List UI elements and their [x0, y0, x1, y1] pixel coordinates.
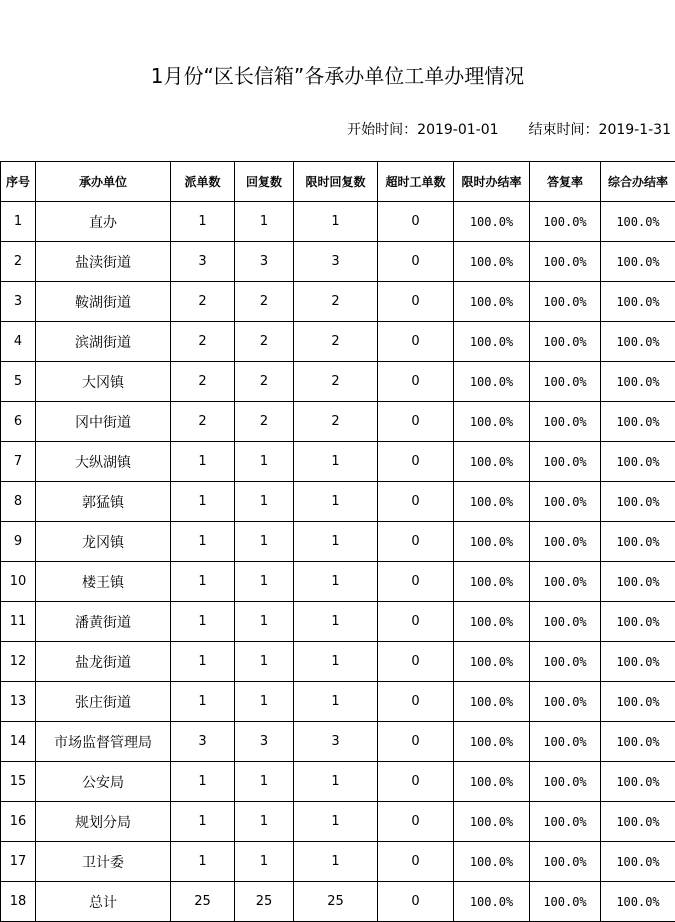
- cell-reply-rate: 100.0%: [530, 362, 601, 402]
- cell-timely-completion-rate: 100.0%: [454, 322, 530, 362]
- cell-timely-completion-rate: 100.0%: [454, 842, 530, 882]
- cell-dispatched: 2: [171, 362, 235, 402]
- cell-overall-completion-rate: 100.0%: [601, 562, 675, 602]
- table-row: [1, 442, 675, 482]
- cell-reply-rate: 100.0%: [530, 562, 601, 602]
- cell-dispatched: 1: [171, 842, 235, 882]
- cell-timely-replied: 1: [294, 762, 378, 802]
- table-row: [1, 722, 675, 762]
- cell-replied: 1: [235, 842, 294, 882]
- cell-replied: 1: [235, 202, 294, 242]
- cell-overdue: 0: [378, 522, 454, 562]
- cell-overdue: 0: [378, 362, 454, 402]
- cell-timely-replied: 1: [294, 682, 378, 722]
- cell-overdue: 0: [378, 882, 454, 922]
- cell-reply-rate: 100.0%: [530, 482, 601, 522]
- cell-overdue: 0: [378, 402, 454, 442]
- cell-unit: 卫计委: [36, 842, 171, 882]
- cell-unit: 龙冈镇: [36, 522, 171, 562]
- cell-index: 15: [1, 762, 36, 802]
- cell-timely-completion-rate: 100.0%: [454, 242, 530, 282]
- cell-index: 17: [1, 842, 36, 882]
- cell-timely-replied: 1: [294, 802, 378, 842]
- cell-timely-completion-rate: 100.0%: [454, 202, 530, 242]
- table-row: [1, 602, 675, 642]
- cell-reply-rate: 100.0%: [530, 282, 601, 322]
- cell-dispatched: 1: [171, 482, 235, 522]
- cell-reply-rate: 100.0%: [530, 442, 601, 482]
- cell-dispatched: 1: [171, 802, 235, 842]
- cell-reply-rate: 100.0%: [530, 602, 601, 642]
- cell-index: 6: [1, 402, 36, 442]
- cell-index: 8: [1, 482, 36, 522]
- cell-dispatched: 1: [171, 642, 235, 682]
- end-time-value: 2019-1-31: [599, 122, 671, 138]
- cell-timely-completion-rate: 100.0%: [454, 722, 530, 762]
- cell-overdue: 0: [378, 842, 454, 882]
- cell-timely-completion-rate: 100.0%: [454, 522, 530, 562]
- cell-overdue: 0: [378, 722, 454, 762]
- cell-unit: 总计: [36, 882, 171, 922]
- cell-reply-rate: 100.0%: [530, 762, 601, 802]
- cell-unit: 公安局: [36, 762, 171, 802]
- cell-replied: 2: [235, 362, 294, 402]
- cell-timely-completion-rate: 100.0%: [454, 482, 530, 522]
- cell-dispatched: 25: [171, 882, 235, 922]
- cell-dispatched: 1: [171, 562, 235, 602]
- cell-unit: 冈中街道: [36, 402, 171, 442]
- cell-overall-completion-rate: 100.0%: [601, 602, 675, 642]
- cell-overdue: 0: [378, 762, 454, 802]
- cell-reply-rate: 100.0%: [530, 202, 601, 242]
- cell-overdue: 0: [378, 442, 454, 482]
- col-header-reply-rate: 答复率: [530, 162, 601, 202]
- cell-timely-replied: 3: [294, 242, 378, 282]
- cell-timely-replied: 1: [294, 842, 378, 882]
- cell-replied: 3: [235, 242, 294, 282]
- cell-overdue: 0: [378, 322, 454, 362]
- report-title: 1月份“区长信箱”各承办单位工单办理情况: [0, 62, 675, 90]
- cell-replied: 1: [235, 442, 294, 482]
- cell-unit: 直办: [36, 202, 171, 242]
- cell-replied: 1: [235, 562, 294, 602]
- cell-reply-rate: 100.0%: [530, 242, 601, 282]
- cell-overall-completion-rate: 100.0%: [601, 322, 675, 362]
- cell-index: 1: [1, 202, 36, 242]
- cell-replied: 1: [235, 522, 294, 562]
- table-row: [1, 762, 675, 802]
- table-row: [1, 842, 675, 882]
- cell-dispatched: 1: [171, 762, 235, 802]
- cell-dispatched: 1: [171, 202, 235, 242]
- cell-timely-completion-rate: 100.0%: [454, 682, 530, 722]
- cell-overdue: 0: [378, 242, 454, 282]
- cell-reply-rate: 100.0%: [530, 402, 601, 442]
- cell-replied: 1: [235, 602, 294, 642]
- cell-timely-replied: 1: [294, 562, 378, 602]
- cell-index: 18: [1, 882, 36, 922]
- table-row: [1, 402, 675, 442]
- cell-unit: 盐龙街道: [36, 642, 171, 682]
- cell-timely-replied: 2: [294, 362, 378, 402]
- cell-overall-completion-rate: 100.0%: [601, 842, 675, 882]
- cell-timely-completion-rate: 100.0%: [454, 362, 530, 402]
- cell-overall-completion-rate: 100.0%: [601, 882, 675, 922]
- cell-unit: 大冈镇: [36, 362, 171, 402]
- cell-dispatched: 2: [171, 282, 235, 322]
- table-row: [1, 562, 675, 602]
- cell-overall-completion-rate: 100.0%: [601, 802, 675, 842]
- cell-index: 11: [1, 602, 36, 642]
- cell-unit: 郭猛镇: [36, 482, 171, 522]
- cell-unit: 鞍湖街道: [36, 282, 171, 322]
- cell-reply-rate: 100.0%: [530, 322, 601, 362]
- cell-index: 12: [1, 642, 36, 682]
- cell-timely-completion-rate: 100.0%: [454, 802, 530, 842]
- cell-timely-replied: 3: [294, 722, 378, 762]
- cell-unit: 市场监督管理局: [36, 722, 171, 762]
- table-row: [1, 682, 675, 722]
- cell-timely-completion-rate: 100.0%: [454, 442, 530, 482]
- cell-timely-completion-rate: 100.0%: [454, 762, 530, 802]
- col-header-timely-completion-rate: 限时办结率: [454, 162, 530, 202]
- cell-index: 13: [1, 682, 36, 722]
- cell-timely-replied: 1: [294, 202, 378, 242]
- table-row: [1, 242, 675, 282]
- cell-overall-completion-rate: 100.0%: [601, 762, 675, 802]
- cell-timely-completion-rate: 100.0%: [454, 602, 530, 642]
- cell-overall-completion-rate: 100.0%: [601, 722, 675, 762]
- cell-overall-completion-rate: 100.0%: [601, 522, 675, 562]
- cell-dispatched: 2: [171, 402, 235, 442]
- cell-unit: 规划分局: [36, 802, 171, 842]
- cell-overdue: 0: [378, 682, 454, 722]
- cell-replied: 2: [235, 322, 294, 362]
- cell-unit: 楼王镇: [36, 562, 171, 602]
- cell-unit: 盐渎街道: [36, 242, 171, 282]
- cell-overdue: 0: [378, 202, 454, 242]
- cell-dispatched: 1: [171, 522, 235, 562]
- cell-dispatched: 2: [171, 322, 235, 362]
- cell-overall-completion-rate: 100.0%: [601, 682, 675, 722]
- cell-overdue: 0: [378, 562, 454, 602]
- cell-index: 14: [1, 722, 36, 762]
- table-row: [1, 362, 675, 402]
- cell-timely-replied: 1: [294, 482, 378, 522]
- cell-dispatched: 1: [171, 602, 235, 642]
- table-row: [1, 802, 675, 842]
- cell-overall-completion-rate: 100.0%: [601, 482, 675, 522]
- cell-dispatched: 3: [171, 722, 235, 762]
- cell-replied: 1: [235, 642, 294, 682]
- col-header-timely-replied: 限时回复数: [294, 162, 378, 202]
- cell-timely-replied: 1: [294, 602, 378, 642]
- cell-overdue: 0: [378, 802, 454, 842]
- cell-timely-replied: 1: [294, 522, 378, 562]
- col-header-index: 序号: [1, 162, 36, 202]
- col-header-dispatched: 派单数: [171, 162, 235, 202]
- cell-overdue: 0: [378, 602, 454, 642]
- cell-reply-rate: 100.0%: [530, 842, 601, 882]
- cell-timely-replied: 25: [294, 882, 378, 922]
- cell-unit: 滨湖街道: [36, 322, 171, 362]
- work-order-table: [0, 161, 675, 922]
- cell-replied: 2: [235, 402, 294, 442]
- col-header-replied: 回复数: [235, 162, 294, 202]
- table-header-row: [1, 162, 675, 202]
- cell-unit: 大纵湖镇: [36, 442, 171, 482]
- cell-timely-completion-rate: 100.0%: [454, 882, 530, 922]
- cell-dispatched: 3: [171, 242, 235, 282]
- cell-index: 2: [1, 242, 36, 282]
- cell-index: 7: [1, 442, 36, 482]
- cell-index: 5: [1, 362, 36, 402]
- cell-replied: 1: [235, 762, 294, 802]
- col-header-overdue: 超时工单数: [378, 162, 454, 202]
- cell-replied: 2: [235, 282, 294, 322]
- table-row: [1, 522, 675, 562]
- cell-timely-completion-rate: 100.0%: [454, 402, 530, 442]
- cell-reply-rate: 100.0%: [530, 522, 601, 562]
- cell-index: 4: [1, 322, 36, 362]
- cell-index: 3: [1, 282, 36, 322]
- col-header-overall-completion-rate: 综合办结率: [601, 162, 675, 202]
- cell-overall-completion-rate: 100.0%: [601, 202, 675, 242]
- cell-reply-rate: 100.0%: [530, 802, 601, 842]
- cell-unit: 张庄街道: [36, 682, 171, 722]
- cell-replied: 3: [235, 722, 294, 762]
- cell-timely-replied: 2: [294, 402, 378, 442]
- start-time-value: 2019-01-01: [417, 122, 498, 138]
- cell-replied: 25: [235, 882, 294, 922]
- cell-timely-completion-rate: 100.0%: [454, 642, 530, 682]
- cell-replied: 1: [235, 802, 294, 842]
- cell-overall-completion-rate: 100.0%: [601, 402, 675, 442]
- table-row: [1, 282, 675, 322]
- table-row: [1, 882, 675, 922]
- cell-timely-replied: 2: [294, 282, 378, 322]
- table-row: [1, 482, 675, 522]
- cell-overall-completion-rate: 100.0%: [601, 442, 675, 482]
- cell-timely-replied: 1: [294, 642, 378, 682]
- cell-reply-rate: 100.0%: [530, 722, 601, 762]
- cell-timely-completion-rate: 100.0%: [454, 282, 530, 322]
- date-range: [347, 120, 671, 140]
- cell-reply-rate: 100.0%: [530, 682, 601, 722]
- col-header-unit: 承办单位: [36, 162, 171, 202]
- cell-dispatched: 1: [171, 442, 235, 482]
- cell-dispatched: 1: [171, 682, 235, 722]
- cell-overdue: 0: [378, 482, 454, 522]
- cell-overall-completion-rate: 100.0%: [601, 242, 675, 282]
- table-row: [1, 642, 675, 682]
- end-time-label: 结束时间：: [529, 122, 599, 138]
- cell-overdue: 0: [378, 642, 454, 682]
- cell-index: 10: [1, 562, 36, 602]
- cell-timely-completion-rate: 100.0%: [454, 562, 530, 602]
- table-row: [1, 322, 675, 362]
- cell-overall-completion-rate: 100.0%: [601, 362, 675, 402]
- cell-overall-completion-rate: 100.0%: [601, 642, 675, 682]
- cell-overall-completion-rate: 100.0%: [601, 282, 675, 322]
- cell-replied: 1: [235, 482, 294, 522]
- cell-replied: 1: [235, 682, 294, 722]
- table-row: [1, 202, 675, 242]
- cell-timely-replied: 1: [294, 442, 378, 482]
- cell-index: 16: [1, 802, 36, 842]
- cell-timely-replied: 2: [294, 322, 378, 362]
- cell-unit: 潘黄街道: [36, 602, 171, 642]
- cell-overdue: 0: [378, 282, 454, 322]
- cell-index: 9: [1, 522, 36, 562]
- cell-reply-rate: 100.0%: [530, 882, 601, 922]
- cell-reply-rate: 100.0%: [530, 642, 601, 682]
- start-time-label: 开始时间：: [347, 122, 417, 138]
